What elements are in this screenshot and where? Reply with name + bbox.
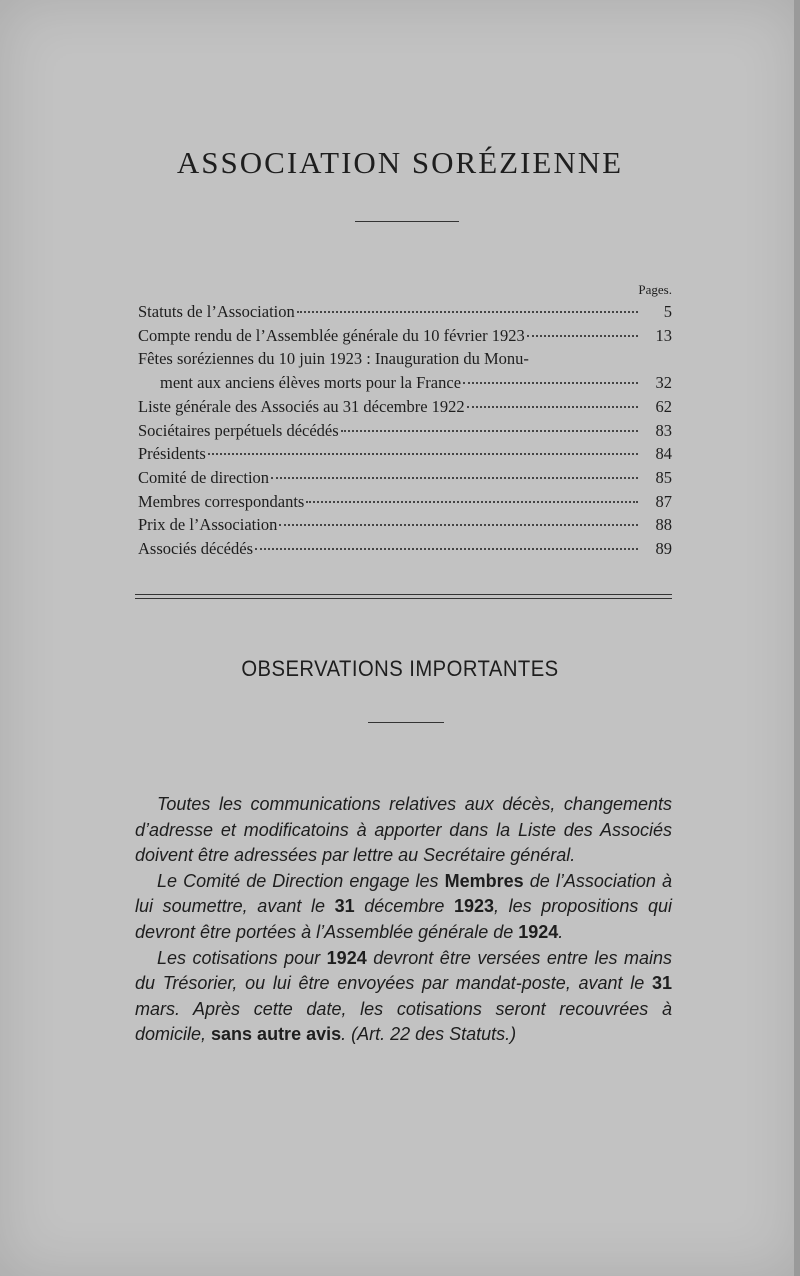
toc-entry [138, 537, 672, 561]
toc-entry [138, 442, 672, 466]
toc-entry-label: Fêtes soréziennes du 10 juin 1923 : Inauguration du Monu- [138, 349, 529, 369]
toc-entry-page: 84 [655, 444, 672, 464]
toc-entry-page: 32 [655, 373, 672, 393]
toc-entry-page: 88 [655, 515, 672, 535]
toc-entry-label: Prix de l’Association [138, 515, 278, 535]
title-divider [355, 221, 459, 222]
toc-entry-label: Présidents [138, 444, 206, 464]
text-run: Le Comité de Direction engage les [157, 870, 445, 891]
toc-entry-page: 87 [655, 491, 672, 511]
toc-entry [138, 466, 672, 490]
toc-entry-page: 5 [663, 302, 672, 321]
emphasis: 1924 [326, 947, 367, 968]
paragraph [135, 946, 672, 1048]
leader-dots [306, 500, 638, 503]
paragraph [135, 869, 672, 946]
leader-dots [297, 310, 638, 313]
section-title: OBSERVATIONS IMPORTANTES [241, 656, 559, 681]
toc-entry-label: Membres correspondants [138, 491, 305, 511]
emphasis: Membres [444, 870, 524, 891]
page-title: ASSOCIATION SORÉZIENNE [176, 145, 624, 180]
divider-line [135, 598, 672, 599]
text-run: de l’Association à lui soumettre, avant le [135, 870, 672, 917]
toc-entry-page: 89 [655, 539, 672, 559]
leader-dots [271, 476, 638, 479]
toc-entry [138, 324, 672, 348]
toc-entry-label: Compte rendu de l’Assemblée générale du 10 février 1923 [138, 325, 525, 345]
paragraph: Toutes les communications relatives aux décès, changements d’adresse et modificatoins à apporter dans la Liste des Associés doivent être adressées par lettre au Secrétaire général. [135, 794, 672, 866]
divider-line [135, 594, 672, 595]
leader-dots [279, 523, 638, 526]
text-run: décembre [354, 896, 454, 917]
toc-entry-label: ment aux anciens élèves morts pour la France [160, 373, 462, 393]
emphasis: 31 [651, 973, 672, 994]
toc-entry-label: Statuts de l’Association [138, 302, 295, 321]
emphasis: 31 [334, 896, 355, 917]
leader-dots [463, 381, 638, 384]
toc-entry-label: Sociétaires perpétuels décédés [138, 420, 339, 440]
toc-entry-label: Liste générale des Associés au 31 décembre 1922 [138, 396, 465, 416]
toc-entry [138, 513, 672, 537]
text-run: devront être versées entre les mains du Trésorier, ou lui être envoyées par mandat-poste, avant le [135, 947, 673, 994]
toc-entry-label: Comité de direction [138, 467, 270, 487]
toc-entry [138, 300, 672, 324]
text-run: . [558, 921, 564, 942]
toc-entry-page: 83 [655, 420, 672, 440]
text-run: mars. Après cette date, les cotisations seront recouvrées à domicile, [135, 998, 672, 1045]
toc-entry [138, 419, 672, 443]
text-run: . (Art. 22 des Statuts.) [341, 1024, 517, 1045]
leader-dots [341, 429, 638, 432]
leader-dots [208, 452, 638, 455]
emphasis: 1923 [453, 896, 495, 917]
observations-text [135, 792, 672, 1048]
text-run: Les cotisations pour [157, 947, 327, 968]
toc-entry-label: Associés décédés [138, 539, 254, 559]
toc-entry-page: 85 [655, 467, 672, 487]
toc-entry-page: 13 [655, 325, 672, 345]
toc-entry [138, 490, 672, 514]
page-edge [794, 0, 800, 1276]
text-run: , les propositions qui devront être portées à l’Assemblée générale de [135, 896, 673, 942]
toc-entry [138, 395, 672, 419]
leader-dots [467, 405, 638, 408]
emphasis: 1924 [518, 921, 559, 942]
toc-entry [138, 347, 672, 371]
table-of-contents [138, 300, 672, 561]
toc-entry-continuation [138, 371, 672, 395]
leader-dots [527, 334, 638, 337]
section-title-divider [368, 722, 444, 723]
toc-entry-page: 62 [655, 396, 672, 416]
leader-dots [255, 547, 638, 550]
pages-column-header: Pages. [638, 282, 672, 297]
section-divider [135, 594, 672, 602]
emphasis: sans autre avis [211, 1024, 342, 1045]
